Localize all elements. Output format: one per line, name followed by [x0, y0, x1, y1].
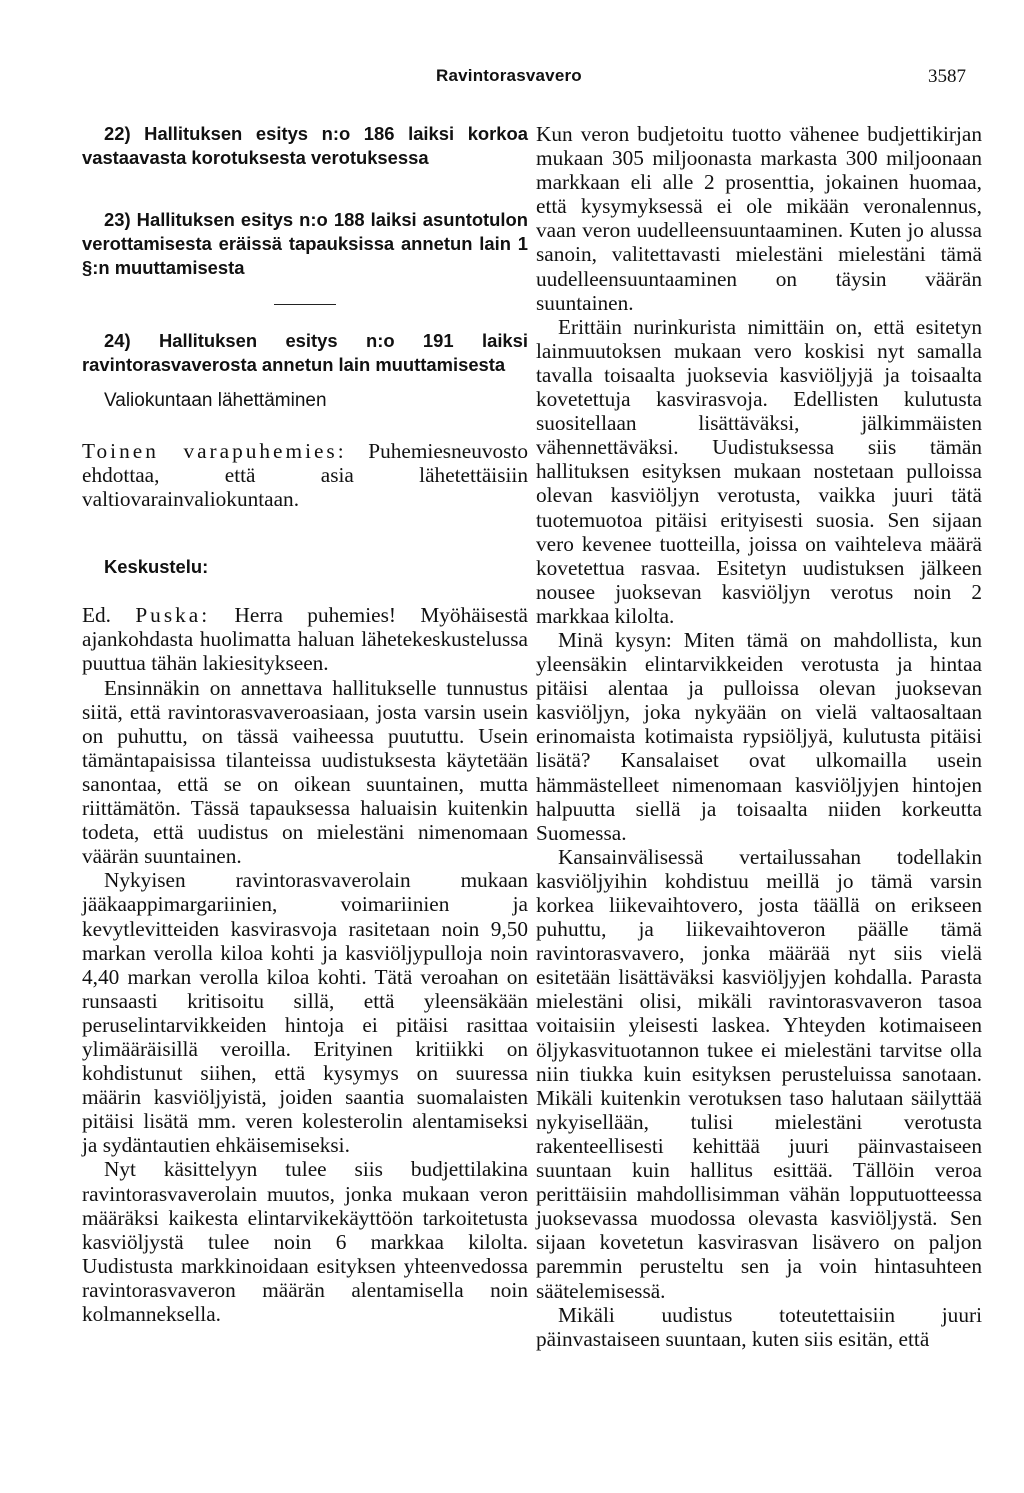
referral-label: Valiokuntaan lähettäminen: [104, 390, 327, 411]
paragraph: Nyt käsittelyyn tulee siis budjettilakina ravintorasvaverolain muutos, jonka mukaan veron määräksi kaikesta elintarvikekäyttöön tarkoitetusta kasviöljystä tulee noin 6 markkaa kilolta. Uudistusta markkinoidaan esityksen yhteenvedossa ravintorasvaveron määrän alentamisella noin kolmanneksella.: [82, 1157, 528, 1326]
discussion-heading: Keskustelu:: [104, 556, 209, 578]
spacer: [82, 170, 528, 208]
page-number: 3587: [928, 66, 966, 87]
speaker-text: Puhemiesneuvosto ehdottaa, että asia lähetettäisiin valtiovarainvaliokuntaan.: [82, 439, 528, 512]
agenda-item-23: 23) Hallituksen esitys n:o 188 laiksi asuntotulon verottamisesta eräissä tapauksissa annetun lain 1 §:n muuttamisesta: [82, 209, 528, 278]
paragraph: Erittäin nurinkurista nimittäin on, että esitetyn lainmuutoksen mukaan vero koskisi nyt samalla tavalla toisaalta juoksevia kasviöljyjä ja toisaalta kovetettuja kasvirasvoja. Edellisten kulutusta suositellaan lisättäväksi, jälkimmäisten vähennettäväksi. Uudistuksessa siis tämän hallituksen esityksen mukaan nostetaan pulloissa olevan kasviöljyn verotusta, vaikka juuri tätä tuotemuotoa pitäisi erityisesti suosia. Sen sijaan vero kevenee tuotteilla, joissa on vaihteleva määrä kovetettua rasvaa. Esitetyn uudistuksen jälkeen nousee juoksevan kasviöljyn verotus noin 2 markkaa kilolta.: [536, 314, 982, 628]
paragraph: Mikäli uudistus toteutettaisiin juuri päinvastaiseen suuntaan, kuten siis esitän, että: [536, 1302, 982, 1351]
agenda-item-22: 22) Hallituksen esitys n:o 186 laiksi korkoa vastaavasta korotuksesta verotuksessa: [82, 123, 528, 168]
speaker-name: Toinen varapuhemies:: [82, 439, 347, 463]
ed-prefix: Ed.: [82, 603, 136, 628]
speech-text: Herra puhemies! Myöhäisestä ajankohdasta huolimatta haluan lähetekeskustelussa puuttua tähän lakiesitykseen.: [82, 603, 528, 676]
right-column: [536, 122, 982, 1351]
paragraph: Nykyisen ravintorasvaverolain mukaan jääkaappimargariinien, voimariinien ja kevytlevitteiden kasvirasvoja rasitetaan noin 9,50 markan verolla kiloa kohti ja kasviöljypulloja noin 4,40 markan verolla kiloa kohti. Tätä veroahan on runsaasti kritisoitu sillä, että yleensäkään peruselintarvikkeiden hintoja ei pitäisi rasittaa ylimääräisillä veroilla. Erityinen kritiikki on kohdistunut siihen, että kysymys on suuressa määrin kasviöljyistä, joiden saantia suomalaisten pitäisi lisätä mm. veren kolesterolin alentamiseksi ja sydäntautien ehkäisemiseksi.: [82, 868, 528, 1158]
paragraph: Kansainvälisessä vertailussahan todellakin kasviöljyihin kohdistuu meillä jo tämä varsin korkea liikevaihtovero, josta täällä on erikseen puhuttu, ja liikevaihtoveron päälle tämä ravintorasvavero, jonka määrää nyt siis vielä esitetään lisättäväksi kasviöljyjen kohdalla. Parasta mielestäni olisi, mikäli ravintorasvaveron tasoa voitaisiin yleisesti laskea. Yhteyden kotimaiseen öljykasvituotannon tukee ei mielestäni tarvitse olla niin tiukka kuin esityksen perusteluissa sanotaan. Mikäli kuitenkin verotuksen taso halutaan säilyttää nykyisellään, tulisi mielestäni verotusta rakenteellisesti kehittää juuri päinvastaiseen suuntaan kuin hallitus esittää. Tällöin veroa perittäisiin mahdollisimman vähän lopputuotteessa juoksevassa muodossa olevasta kasviöljystä. Sen sijaan kovetetun kasvirasvan lisävero on paljon paremmin perusteltu sen ja voin hintasuhteen säätelemisessä.: [536, 844, 982, 1303]
agenda-item-24: 24) Hallituksen esitys n:o 191 laiksi ravintorasvaverosta annetun lain muuttamisesta: [82, 330, 528, 375]
left-column: [82, 122, 528, 1326]
speaker-paragraph: [82, 439, 528, 511]
spacer: [82, 413, 528, 439]
page-header: [0, 66, 1024, 96]
running-head: Ravintorasvavero: [436, 66, 582, 85]
paragraph: Minä kysyn: Miten tämä on mahdollista, kun yleensäkin elintarvikkeiden verotusta ja hintaa pitäisi alentaa ja pulloissa olevan juoksevan kasviöljyn, joka nykyään on vielä valtaosaltaan erinomaista kotimaista rypsiöljyä, kulutusta pitäisi lisätä? Kansalaiset ovat ulkomailla usein hämmästelleet nimenomaan kasviöljyjen hintojen halpuutta siellä ja toisaalta niiden korkeutta Suomessa.: [536, 627, 982, 845]
paragraph: Ensinnäkin on annettava hallitukselle tunnustus siitä, että ravintorasvaveroasiaan, josta varsin usein on puhuttu, on tässä vaiheessa puututtu. Usein tämäntapaisissa tilanteissa uudistuksesta käytetään sanontaa, että se on oikean suuntainen, mutta riittämätön. Tässä tapauksessa haluaisin kuitenkin todeta, että uudistus on mielestäni nimenomaan väärän suuntainen.: [82, 675, 528, 869]
paragraph: Kun veron budjetoitu tuotto vähenee budjettikirjan mukaan 305 miljoonasta markasta 300 miljoonaan markkaan eli alle 2 prosenttia, jokainen huomaa, että kysymyksessä ei ole mikään veronalennus, vaan veron uudelleensuuntaaminen. Kuten jo alussa sanoin, valitettavasti mielestäni mielestäni tämä uudelleensuuntaaminen on täysin väärän suuntainen.: [536, 122, 982, 315]
speech-opening: [82, 603, 528, 675]
speaker-name: Puska:: [135, 603, 211, 628]
section-divider: [274, 304, 336, 305]
spacer: [82, 579, 528, 603]
spacer: [82, 377, 528, 389]
spacer: [82, 511, 528, 555]
